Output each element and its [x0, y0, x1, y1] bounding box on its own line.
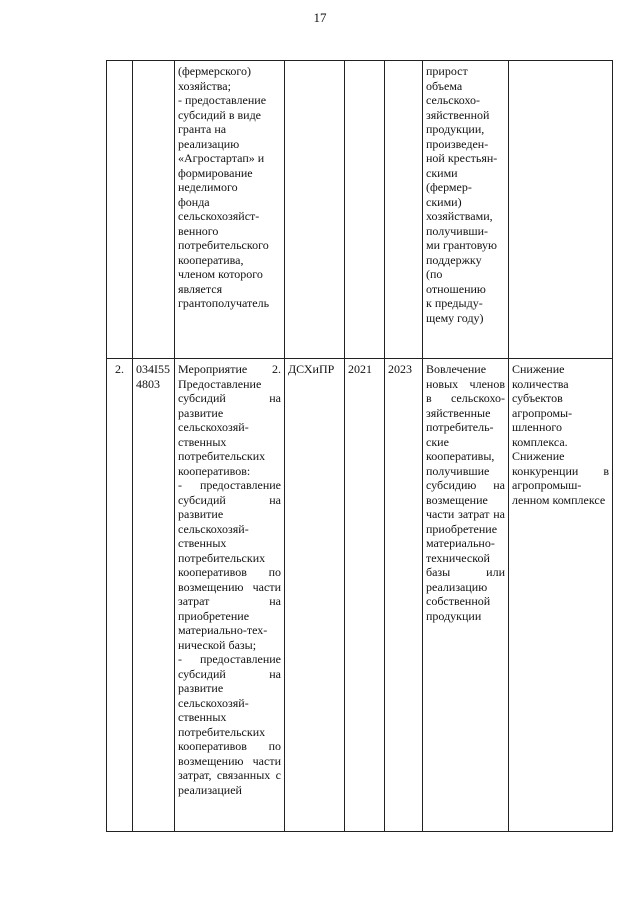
code-cell: 034I55 4803	[133, 359, 175, 832]
measure-cell: (фермерского) хозяйства; - предоставление субсидий в виде гранта на реализацию «Агростартап» и формирование неделимого фонда сельскохозяйст- венного потребительского кооператива, членом которого является грантополучатель	[175, 61, 285, 359]
consequences-cell	[509, 61, 613, 359]
result-cell: прирост объема сельскохо- зяйственной продукции, произведен- ной крестьян- скими (фермер- скими) хозяйствами, получивши- ми грантовую поддержку (по отношению к предыду- щему году)	[423, 61, 509, 359]
table-row	[107, 61, 613, 359]
consequences-cell: Снижение количества субъектов агропромы-шленного комплекса. Снижение конкуренции в агропромыш-ленном комплексе	[509, 359, 613, 832]
row-number-cell	[107, 61, 133, 359]
executor-cell	[285, 61, 345, 359]
start-year-cell: 2021	[345, 359, 385, 832]
table-row	[107, 359, 613, 832]
end-year-cell	[385, 61, 423, 359]
row-number-cell: 2.	[107, 359, 133, 832]
end-year-cell: 2023	[385, 359, 423, 832]
measure-cell: Мероприятие 2. Предоставление субсидий на развитие сельскохозяй-ственных потребительских кооперативов: - предоставление субсидий на развитие сельскохозяй-ственных потребительских кооперативов по возмещению части затрат на приобретение материально-тех-нической базы; - предоставление субсидий на развитие сельскохозяй-ственных потребительских кооперативов по возмещению части затрат, связанных с реализацией	[175, 359, 285, 832]
code-cell	[133, 61, 175, 359]
page-number: 17	[313, 10, 327, 25]
result-cell: Вовлечение новых членов в сельскохо-зяйственные потребитель-ские кооперативы, получившие субсидию на возмещение части затрат на приобретение материально-технической базы или реализацию собственной продукции	[423, 359, 509, 832]
executor-cell: ДСХиПР	[285, 359, 345, 832]
start-year-cell	[345, 61, 385, 359]
measures-table	[106, 60, 613, 832]
